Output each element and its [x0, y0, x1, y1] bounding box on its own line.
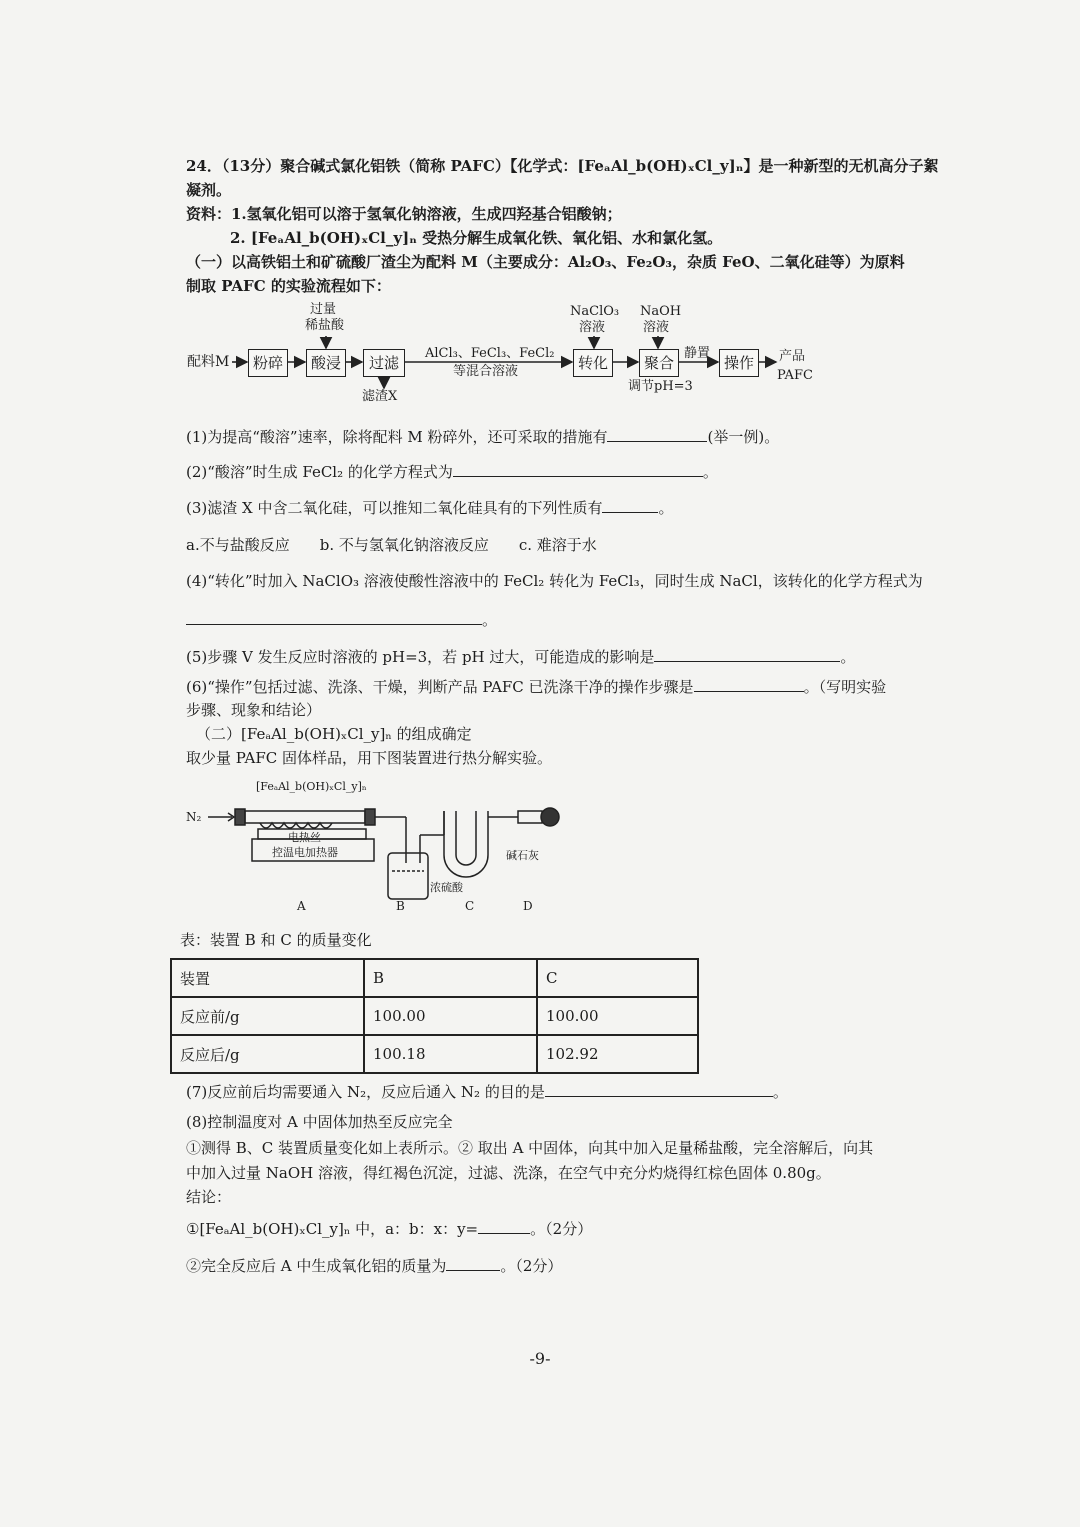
answer-blank-7[interactable]	[545, 1080, 773, 1097]
question-5: (5)步骤 V 发生反应时溶液的 pH=3，若 pH 过大，可能造成的影响是 。	[186, 645, 855, 668]
reagent-naclo3: NaClO₃	[570, 304, 620, 319]
flow-rest: 静置	[684, 346, 711, 361]
flow-step-crush: 粉碎	[248, 349, 288, 377]
reagent-dilute-hcl: 稀盐酸	[305, 318, 345, 333]
table-header-row	[171, 959, 698, 997]
question-2: (2)“酸溶”时生成 FeCl₂ 的化学方程式为 。	[186, 460, 718, 483]
mass-change-table	[170, 958, 699, 1074]
flow-step-polymerize: 聚合	[639, 349, 679, 377]
mixture-formula: AlCl₃、FeCl₃、FeCl₂	[425, 346, 555, 361]
table-row	[171, 1035, 698, 1073]
drying-tube-d	[518, 811, 542, 823]
answer-blank-2[interactable]	[453, 460, 703, 477]
lime-label: 碱石灰	[506, 849, 539, 862]
table-header-cell: 装置	[171, 959, 364, 997]
sample-label: [FeₐAl_b(OH)ₓCl_y]ₙ	[256, 780, 367, 793]
flow-step-filter: 过滤	[363, 349, 405, 377]
gas-inlet-label: N₂	[186, 810, 202, 824]
heating-coil	[260, 823, 332, 828]
reagent-excess: 过量	[310, 302, 337, 317]
question-6-line2: 步骤、现象和结论）	[186, 701, 322, 719]
reference-line2: 2. [FeₐAl_b(OH)ₓCl_y]ₙ 受热分解生成氧化铁、氧化铝、水和氯化氢。	[230, 229, 723, 247]
label-a: A	[297, 899, 306, 913]
answer-blank-4[interactable]	[186, 608, 482, 625]
question-4: (4)“转化”时加入 NaClO₃ 溶液使酸性溶液中的 FeCl₂ 转化为 FeCl₃，同时生成 NaCl，该转化的化学方程式为	[186, 572, 923, 590]
product-label: 产品	[779, 349, 806, 364]
flow-start: 配料M	[187, 354, 230, 370]
answer-blank-1[interactable]	[607, 425, 707, 442]
ph-note: 调节pH=3	[628, 379, 693, 394]
apparatus-diagram	[180, 775, 580, 915]
left-stopper	[235, 809, 245, 825]
conclusion-2: ②完全反应后 A 中生成氧化铝的质量为 。（2分）	[186, 1254, 562, 1277]
question-3-options: a.不与盐酸反应 b. 不与氢氧化钠溶液反应 c. 难溶于水	[186, 536, 597, 554]
mixture-label: 等混合溶液	[453, 364, 519, 379]
question-24-line1: 24．（13分）聚合碱式氯化铝铁（简称 PAFC）【化学式：[FeₐAl_b(OH)ₓCl_y]ₙ】是一种新型的无机高分子絮	[186, 157, 939, 175]
question-7: (7)反应前后均需要通入 N₂，反应后通入 N₂ 的目的是 。	[186, 1080, 788, 1103]
table-row	[171, 997, 698, 1035]
right-stopper	[365, 809, 375, 825]
question-8-line1: ①测得 B、C 装置质量变化如上表所示。② 取出 A 中固体，向其中加入足量稀盐酸，完全溶解后，向其	[186, 1139, 874, 1157]
table-cell: 反应后/g	[171, 1035, 364, 1073]
flow-step-convert: 转化	[573, 349, 613, 377]
conclusion-1: ①[FeₐAl_b(OH)ₓCl_y]ₙ 中，a：b：x：y= 。（2分）	[186, 1217, 592, 1240]
combustion-tube	[245, 811, 365, 823]
label-c: C	[465, 899, 475, 913]
answer-blank-3[interactable]	[602, 496, 658, 513]
filter-residue: 滤渣X	[362, 389, 398, 404]
table-caption: 表：装置 B 和 C 的质量变化	[180, 931, 372, 949]
table-cell: 100.00	[364, 997, 537, 1035]
reference-line1: 资料：1.氢氧化铝可以溶于氢氧化钠溶液，生成四羟基合铝酸钠；	[186, 205, 622, 223]
reagent-naoh-solution: 溶液	[643, 320, 670, 335]
table-cell: 100.00	[537, 997, 698, 1035]
part1-line2: 制取 PAFC 的实验流程如下：	[186, 277, 391, 295]
question-6: (6)“操作”包括过滤、洗涤、干燥，判断产品 PAFC 已洗涤干净的操作步骤是 。（写明实验	[186, 675, 886, 698]
question-8-line2: 中加入过量 NaOH 溶液，得红褐色沉淀，过滤、洗涤，在空气中充分灼烧得红棕色固体 0.80g。	[186, 1164, 831, 1182]
part2-intro: 取少量 PAFC 固体样品，用下图装置进行热分解实验。	[186, 749, 552, 767]
table-header-cell: B	[364, 959, 537, 997]
answer-blank-5[interactable]	[654, 645, 840, 662]
answer-blank-6[interactable]	[694, 675, 804, 692]
table-header-cell: C	[537, 959, 698, 997]
heater-label: 控温电加热器	[272, 846, 338, 859]
table-cell: 102.92	[537, 1035, 698, 1073]
question-24-line2: 凝剂。	[186, 181, 232, 199]
page-number: -9-	[529, 1349, 551, 1368]
flow-step-operation: 操作	[719, 349, 759, 377]
reagent-naclo3-solution: 溶液	[579, 320, 606, 335]
label-b: B	[396, 899, 405, 913]
part1-line1: （一）以高铁铝土和矿硫酸厂渣尘为配料 M（主要成分：Al₂O₃、Fe₂O₃，杂质 FeO、二氧化硅等）为原料	[186, 253, 905, 271]
product-name: PAFC	[777, 368, 813, 383]
answer-blank-c1[interactable]	[478, 1217, 530, 1234]
acid-label: 浓硫酸	[430, 881, 463, 894]
question-3: (3)滤渣 X 中含二氧化硅，可以推知二氧化硅具有的下列性质有 。	[186, 496, 673, 519]
reagent-naoh: NaOH	[640, 304, 682, 319]
u-tube-c	[444, 811, 488, 877]
question-8: (8)控制温度对 A 中固体加热至反应完全	[186, 1113, 453, 1131]
answer-blank-c2[interactable]	[446, 1254, 500, 1271]
question-1: (1)为提高“酸溶”速率，除将配料 M 粉碎外，还可采取的措施有 (举一例)。	[186, 425, 779, 448]
table-cell: 反应前/g	[171, 997, 364, 1035]
table-cell: 100.18	[364, 1035, 537, 1073]
label-d: D	[523, 899, 533, 913]
heater-wire-label: 电热丝	[288, 831, 321, 844]
question-4-answer: 。	[186, 608, 497, 631]
flow-step-acid-leach: 酸浸	[306, 349, 346, 377]
wash-bottle-b	[388, 853, 428, 899]
part2-title: （二）[FeₐAl_b(OH)ₓCl_y]ₙ 的组成确定	[196, 725, 472, 743]
conclusion-label: 结论：	[186, 1188, 232, 1206]
